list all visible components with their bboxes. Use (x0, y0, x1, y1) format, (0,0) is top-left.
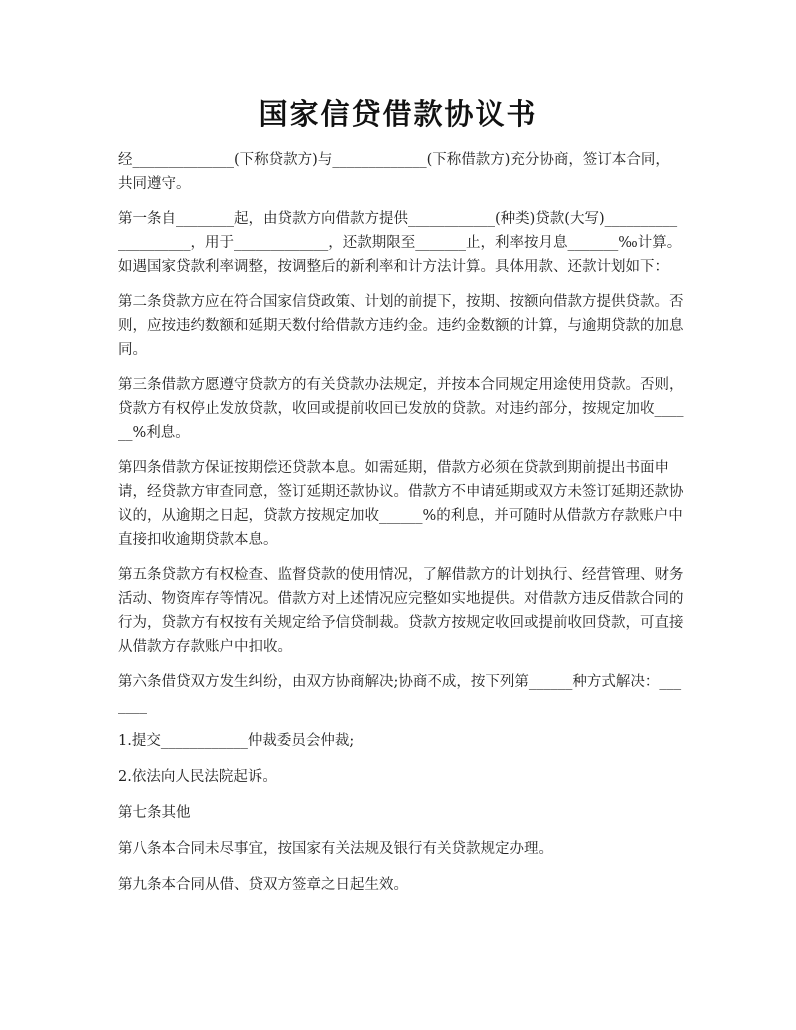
document-title: 国家信贷借款协议书 (258, 97, 538, 131)
paragraph-article-4: 第四条借款方保证按期偿还贷款本息。如需延期，借款方必须在贷款到期前提出书面申请，经贷款方审查同意，签订延期还款协议。借款方不申请延期或双方未签订延期还款协议的，从逾期之日起，贷款方按规定加收______%的利息，并可随时从借款方存款账户中直接扣收逾期贷款本息。 (118, 460, 684, 548)
document-body (118, 148, 684, 909)
paragraph-article-6: 第六条借贷双方发生纠纷，由双方协商解决;协商不成，按下列第______种方式解决：_______ (118, 674, 682, 714)
paragraph-article-3: 第三条借款方愿遵守贷款方的有关贷款办法规定，并按本合同规定用途使用贷款。否则，贷款方有权停止发放贷款，收回或提前收回已发放的贷款。对违约部分，按规定加收______%利息。 (118, 377, 684, 441)
paragraph-article-8: 第八条本合同未尽事宜，按国家有关法规及银行有关贷款规定办理。 (118, 841, 553, 857)
paragraph-option-2: 2.依法向人民法院起诉。 (118, 769, 277, 785)
paragraph-article-7: 第七条其他 (118, 805, 191, 821)
paragraph-option-1: 1.提交____________仲裁委员会仲裁; (118, 733, 355, 749)
paragraph-preamble: 经______________(下称贷款方)与_____________(下称借款方)充分协商，签订本合同，共同遵守。 (118, 152, 670, 192)
paragraph-article-5: 第五条贷款方有权检查、监督贷款的使用情况，了解借款方的计划执行、经营管理、财务活动、物资库存等情况。借款方对上述情况应完整如实地提供。对借款方违反借款合同的行为，贷款方有权按有关规定给予信贷制裁。贷款方按规定收回或提前收回贷款，可直接从借款方存款账户中扣收。 (118, 567, 684, 655)
paragraph-article-9: 第九条本合同从借、贷双方签章之日起生效。 (118, 877, 408, 893)
paragraph-article-2: 第二条贷款方应在符合国家信贷政策、计划的前提下，按期、按额向借款方提供贷款。否则，应按违约数额和延期天数付给借款方违约金。违约金数额的计算，与逾期贷款的加息同。 (118, 294, 684, 358)
paragraph-article-1: 第一条自________起，由贷款方向借款方提供____________(种类)贷款(大写)____________________，用于_____________，还款期限至_______止，利率按月息_______‰计算。如遇国家贷款利率调整，按调整后的新利率和计方法计算。具体用款、还款计划如下： (118, 211, 682, 275)
